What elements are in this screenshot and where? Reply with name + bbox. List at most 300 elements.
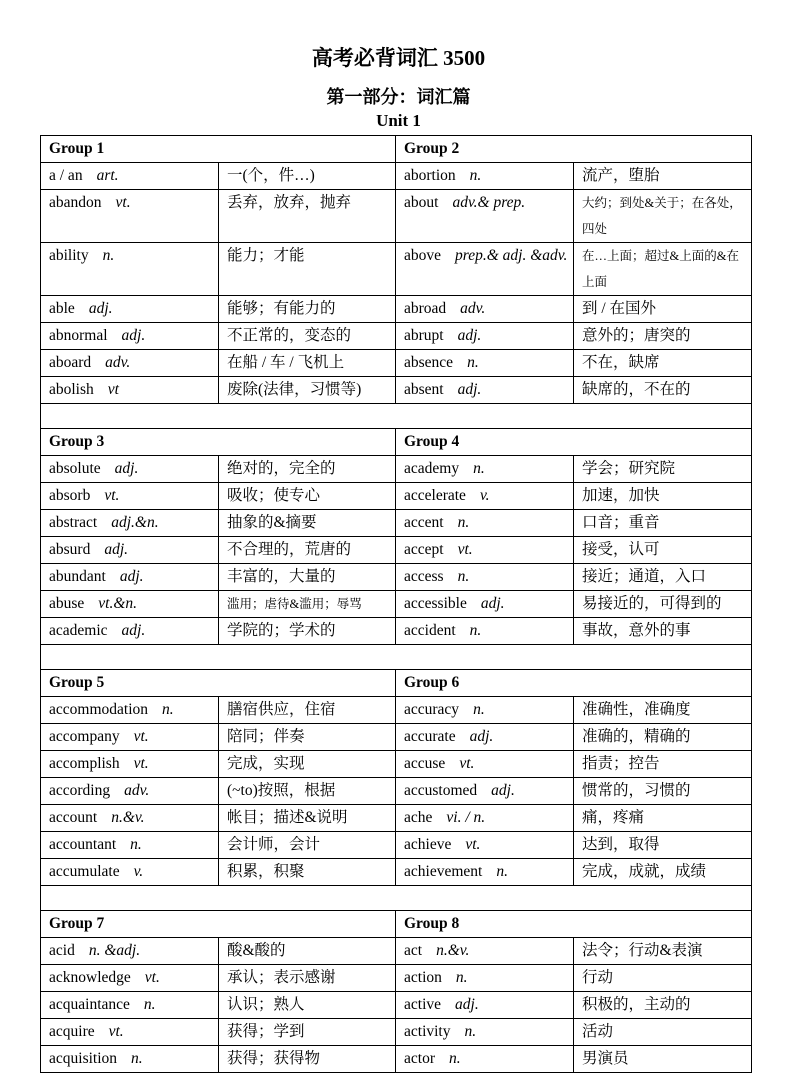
part-of-speech: adj. — [119, 568, 144, 585]
right-meaning-cell — [574, 564, 752, 591]
headword: accept — [404, 541, 444, 558]
left-word-cell — [41, 483, 219, 510]
left-word-cell — [41, 1046, 219, 1073]
right-word-cell — [396, 992, 574, 1019]
headword: abuse — [49, 595, 85, 612]
group-title-right: Group 6 — [396, 670, 752, 697]
right-meaning-cell — [574, 377, 752, 404]
meaning: 陪同；伴奏 — [227, 728, 305, 745]
document-title: 高考必背词汇 3500 — [311, 46, 486, 70]
part-of-speech: prep.& adj. &adv. — [455, 247, 568, 264]
right-word-cell — [396, 938, 574, 965]
headword: abnormal — [49, 327, 108, 344]
separator-cell — [41, 404, 752, 429]
right-meaning-cell — [574, 1046, 752, 1073]
left-word-cell — [41, 163, 219, 190]
meaning: 口音；重音 — [582, 514, 660, 531]
right-meaning-cell — [574, 859, 752, 886]
headword: abstract — [49, 514, 98, 531]
right-word-cell — [396, 564, 574, 591]
meaning: 能力；才能 — [227, 247, 305, 264]
right-word-cell — [396, 778, 574, 805]
right-word-cell — [396, 510, 574, 537]
right-meaning-cell — [574, 724, 752, 751]
headword: abandon — [49, 194, 102, 211]
left-word-cell — [41, 456, 219, 483]
right-meaning-cell — [574, 938, 752, 965]
meaning: 抽象的&摘要 — [227, 514, 317, 531]
vocab-row — [41, 992, 752, 1019]
group-title-right: Group 4 — [396, 429, 752, 456]
left-word-cell — [41, 751, 219, 778]
headword: absent — [404, 381, 444, 398]
left-word-cell — [41, 377, 219, 404]
part-of-speech: n. — [102, 247, 115, 264]
section-heading: 第一部分：词汇篇 — [326, 87, 471, 107]
headword: accident — [404, 622, 456, 639]
right-word-cell — [396, 163, 574, 190]
meaning: 在船 / 车 / 飞机上 — [227, 354, 345, 371]
right-meaning-cell — [574, 243, 752, 296]
headword: access — [404, 568, 444, 585]
vocab-row — [41, 618, 752, 645]
part-of-speech: n. — [143, 996, 156, 1013]
vocab-row — [41, 778, 752, 805]
left-meaning-cell — [219, 456, 396, 483]
headword: absurd — [49, 541, 91, 558]
vocab-row — [41, 537, 752, 564]
right-meaning-cell — [574, 778, 752, 805]
separator-cell — [41, 886, 752, 911]
block-separator-row — [41, 645, 752, 670]
group-title-left: Group 7 — [41, 911, 396, 938]
meaning: 承认；表示感谢 — [227, 969, 336, 986]
right-meaning-cell — [574, 751, 752, 778]
left-meaning-cell — [219, 751, 396, 778]
meaning: 活动 — [582, 1023, 614, 1040]
headword: activity — [404, 1023, 451, 1040]
meaning: 准确性，准确度 — [582, 701, 691, 718]
headword: accessible — [404, 595, 467, 612]
part-of-speech: adj. — [457, 327, 482, 344]
right-meaning-cell — [574, 483, 752, 510]
headword: account — [49, 809, 98, 826]
vocab-row — [41, 697, 752, 724]
part-of-speech: n. — [464, 1023, 477, 1040]
right-word-cell — [396, 724, 574, 751]
part-of-speech: adj. — [469, 728, 494, 745]
meaning: 完成，实现 — [227, 755, 305, 772]
right-meaning-cell — [574, 992, 752, 1019]
part-of-speech: adj. — [480, 595, 505, 612]
part-of-speech: n. &adj. — [88, 942, 141, 959]
meaning: 男演员 — [582, 1050, 629, 1067]
left-meaning-cell — [219, 537, 396, 564]
meaning: 接近；通道，入口 — [582, 568, 707, 585]
left-meaning-cell — [219, 510, 396, 537]
part-of-speech: vt. — [457, 541, 473, 558]
part-of-speech: vi. / n. — [446, 809, 486, 826]
vocab-row — [41, 805, 752, 832]
left-word-cell — [41, 724, 219, 751]
headword: accuse — [404, 755, 446, 772]
left-word-cell — [41, 190, 219, 243]
left-meaning-cell — [219, 350, 396, 377]
group-header-row — [41, 911, 752, 938]
vocab-row — [41, 323, 752, 350]
headword: acquire — [49, 1023, 95, 1040]
vocab-row — [41, 350, 752, 377]
meaning: 在…上面；超过&上面的&在上面 — [582, 249, 739, 289]
meaning: 丢弃，放弃，抛弃 — [227, 194, 352, 211]
meaning: 能够；有能力的 — [227, 300, 336, 317]
meaning: 加速，加快 — [582, 487, 660, 504]
headword: accompany — [49, 728, 120, 745]
headword: absolute — [49, 460, 101, 477]
part-of-speech: v. — [479, 487, 490, 504]
part-of-speech: adj. — [121, 327, 146, 344]
left-meaning-cell — [219, 591, 396, 618]
right-meaning-cell — [574, 350, 752, 377]
part-of-speech: n. — [473, 701, 485, 718]
left-meaning-cell — [219, 992, 396, 1019]
vocab-row — [41, 1046, 752, 1073]
group-header-row — [41, 670, 752, 697]
meaning: (~to)按照，根据 — [227, 782, 336, 799]
meaning: 接受，认可 — [582, 541, 660, 558]
part-of-speech: adj.&n. — [111, 514, 159, 531]
part-of-speech: n. — [467, 354, 479, 371]
left-word-cell — [41, 805, 219, 832]
part-of-speech: v. — [133, 863, 144, 880]
headword: action — [404, 969, 442, 986]
vocab-row — [41, 190, 752, 243]
left-word-cell — [41, 1019, 219, 1046]
headword: abortion — [404, 167, 456, 184]
vocab-row — [41, 163, 752, 190]
headword: able — [49, 300, 75, 317]
meaning: 痛，疼痛 — [582, 809, 645, 826]
part-of-speech: vt. — [133, 755, 149, 772]
headword: abundant — [49, 568, 106, 585]
meaning: 积极的，主动的 — [582, 996, 691, 1013]
right-meaning-cell — [574, 697, 752, 724]
vocab-row — [41, 243, 752, 296]
right-meaning-cell — [574, 618, 752, 645]
right-word-cell — [396, 805, 574, 832]
meaning: 丰富的，大量的 — [227, 568, 336, 585]
part-of-speech: adj. — [491, 782, 515, 799]
vocab-row — [41, 296, 752, 323]
group-title-left: Group 1 — [41, 136, 396, 163]
headword: academy — [404, 460, 460, 477]
meaning: 绝对的，完全的 — [227, 460, 336, 477]
part-of-speech: adj. — [121, 622, 146, 639]
part-of-speech: n. — [457, 568, 470, 585]
meaning: 易接近的，可得到的 — [582, 595, 722, 612]
headword: accomplish — [49, 755, 120, 772]
right-word-cell — [396, 323, 574, 350]
left-meaning-cell — [219, 190, 396, 243]
vocab-row — [41, 724, 752, 751]
vocab-row — [41, 564, 752, 591]
right-meaning-cell — [574, 805, 752, 832]
headword: accent — [404, 514, 444, 531]
part-of-speech: adv. — [105, 354, 131, 371]
vocab-row — [41, 938, 752, 965]
vocab-row — [41, 456, 752, 483]
left-word-cell — [41, 243, 219, 296]
part-of-speech: vt. — [459, 755, 475, 772]
headword: ability — [49, 247, 89, 264]
part-of-speech: adj. — [114, 460, 139, 477]
left-word-cell — [41, 965, 219, 992]
headword: achieve — [404, 836, 452, 853]
headword: acquisition — [49, 1050, 118, 1067]
left-word-cell — [41, 537, 219, 564]
headword: a / an — [49, 167, 83, 184]
part-of-speech: adj. — [104, 541, 129, 558]
right-word-cell — [396, 456, 574, 483]
left-word-cell — [41, 618, 219, 645]
headword: about — [404, 194, 439, 211]
part-of-speech: vt. — [108, 1023, 124, 1040]
meaning: 大约；到处&关于；在各处，四处 — [582, 196, 742, 236]
meaning: 会计师，会计 — [227, 836, 321, 853]
left-meaning-cell — [219, 163, 396, 190]
part-of-speech: vt. — [144, 969, 160, 986]
part-of-speech: n. — [455, 969, 468, 986]
left-meaning-cell — [219, 323, 396, 350]
headword: accommodation — [49, 701, 148, 718]
meaning: 完成，成就，成绩 — [582, 863, 707, 880]
left-meaning-cell — [219, 778, 396, 805]
part-of-speech: n. — [130, 836, 142, 853]
right-word-cell — [396, 618, 574, 645]
right-meaning-cell — [574, 323, 752, 350]
part-of-speech: adj. — [455, 996, 479, 1013]
right-meaning-cell — [574, 163, 752, 190]
left-meaning-cell — [219, 564, 396, 591]
group-title-right: Group 8 — [396, 911, 752, 938]
meaning: 废除(法律，习惯等) — [227, 381, 362, 398]
meaning: 认识；熟人 — [227, 996, 305, 1013]
right-word-cell — [396, 537, 574, 564]
right-word-cell — [396, 190, 574, 243]
vocab-row — [41, 1019, 752, 1046]
vocabulary-table — [40, 135, 752, 1073]
vocab-row — [41, 591, 752, 618]
left-meaning-cell — [219, 724, 396, 751]
left-word-cell — [41, 992, 219, 1019]
left-meaning-cell — [219, 805, 396, 832]
meaning: 达到，取得 — [582, 836, 660, 853]
part-of-speech: vt. — [133, 728, 149, 745]
meaning: 不合理的，荒唐的 — [227, 541, 352, 558]
part-of-speech: n. — [469, 622, 482, 639]
right-word-cell — [396, 296, 574, 323]
headword: accuracy — [404, 701, 460, 718]
headword: abroad — [404, 300, 447, 317]
headword: ache — [404, 809, 433, 826]
right-meaning-cell — [574, 1019, 752, 1046]
group-title-left: Group 3 — [41, 429, 396, 456]
headword: according — [49, 782, 111, 799]
part-of-speech: n. — [448, 1050, 461, 1067]
headword: act — [404, 942, 423, 959]
meaning: 膳宿供应，住宿 — [227, 701, 336, 718]
part-of-speech: n.&v. — [111, 809, 145, 826]
meaning: 准确的，精确的 — [582, 728, 691, 745]
headword: accumulate — [49, 863, 120, 880]
left-meaning-cell — [219, 618, 396, 645]
right-meaning-cell — [574, 965, 752, 992]
meaning: 获得；获得物 — [227, 1050, 321, 1067]
unit-heading: Unit 1 — [376, 111, 421, 130]
meaning: 学院的；学术的 — [227, 622, 336, 639]
right-meaning-cell — [574, 591, 752, 618]
meaning: 指责；控告 — [582, 755, 660, 772]
right-word-cell — [396, 751, 574, 778]
headword: achievement — [404, 863, 483, 880]
headword: accountant — [49, 836, 117, 853]
left-meaning-cell — [219, 1019, 396, 1046]
vocab-row — [41, 510, 752, 537]
part-of-speech: vt. — [465, 836, 481, 853]
meaning: 一(个，件…) — [227, 167, 315, 184]
meaning: 不在，缺席 — [582, 354, 660, 371]
right-word-cell — [396, 350, 574, 377]
part-of-speech: adj. — [457, 381, 482, 398]
right-word-cell — [396, 377, 574, 404]
part-of-speech: vt. — [104, 487, 120, 504]
right-meaning-cell — [574, 537, 752, 564]
left-meaning-cell — [219, 938, 396, 965]
headword: acid — [49, 942, 75, 959]
meaning: 意外的；唐突的 — [582, 327, 691, 344]
block-separator-row — [41, 404, 752, 429]
part-of-speech: art. — [96, 167, 119, 184]
left-word-cell — [41, 697, 219, 724]
part-of-speech: n. — [162, 701, 174, 718]
right-word-cell — [396, 1019, 574, 1046]
part-of-speech: adv. — [460, 300, 486, 317]
part-of-speech: adj. — [88, 300, 113, 317]
part-of-speech: n. — [496, 863, 508, 880]
vocab-row — [41, 483, 752, 510]
left-meaning-cell — [219, 965, 396, 992]
meaning: 积累，积聚 — [227, 863, 305, 880]
right-word-cell — [396, 697, 574, 724]
meaning: 到 / 在国外 — [582, 300, 657, 317]
meaning: 不正常的，变态的 — [227, 327, 352, 344]
block-separator-row — [41, 886, 752, 911]
left-word-cell — [41, 510, 219, 537]
group-header-row — [41, 429, 752, 456]
part-of-speech: vt — [107, 381, 119, 398]
left-meaning-cell — [219, 697, 396, 724]
left-word-cell — [41, 323, 219, 350]
part-of-speech: n. — [469, 167, 482, 184]
meaning: 学会；研究院 — [582, 460, 676, 477]
left-word-cell — [41, 832, 219, 859]
part-of-speech: n. — [457, 514, 470, 531]
meaning: 惯常的，习惯的 — [582, 782, 691, 799]
left-meaning-cell — [219, 243, 396, 296]
headword: aboard — [49, 354, 92, 371]
right-meaning-cell — [574, 832, 752, 859]
right-word-cell — [396, 243, 574, 296]
headword: actor — [404, 1050, 435, 1067]
headword: accelerate — [404, 487, 466, 504]
meaning: 行动 — [582, 969, 614, 986]
right-meaning-cell — [574, 296, 752, 323]
meaning: 滥用；虐待&滥用；辱骂 — [227, 597, 362, 611]
left-meaning-cell — [219, 832, 396, 859]
group-header-row — [41, 136, 752, 163]
meaning: 帐目；描述&说明 — [227, 809, 348, 826]
headword: active — [404, 996, 442, 1013]
right-word-cell — [396, 591, 574, 618]
part-of-speech: vt.&n. — [98, 595, 138, 612]
part-of-speech: adv. — [124, 782, 150, 799]
part-of-speech: n.&v. — [436, 942, 470, 959]
meaning: 事故，意外的事 — [582, 622, 691, 639]
headword: acknowledge — [49, 969, 131, 986]
headword: accurate — [404, 728, 456, 745]
vocab-row — [41, 965, 752, 992]
left-meaning-cell — [219, 377, 396, 404]
headword: academic — [49, 622, 108, 639]
meaning: 吸收；使专心 — [227, 487, 321, 504]
headword: absence — [404, 354, 454, 371]
right-meaning-cell — [574, 456, 752, 483]
left-word-cell — [41, 778, 219, 805]
right-word-cell — [396, 1046, 574, 1073]
headword: acquaintance — [49, 996, 130, 1013]
right-meaning-cell — [574, 510, 752, 537]
meaning: 法令；行动&表演 — [582, 942, 703, 959]
meaning: 缺席的，不在的 — [582, 381, 691, 398]
vocab-row — [41, 859, 752, 886]
left-meaning-cell — [219, 1046, 396, 1073]
left-word-cell — [41, 296, 219, 323]
left-word-cell — [41, 591, 219, 618]
right-word-cell — [396, 832, 574, 859]
headword: abrupt — [404, 327, 444, 344]
vocab-row — [41, 377, 752, 404]
meaning: 获得；学到 — [227, 1023, 305, 1040]
part-of-speech: vt. — [115, 194, 131, 211]
meaning: 酸&酸的 — [227, 942, 286, 959]
part-of-speech: adv.& prep. — [452, 194, 526, 211]
left-word-cell — [41, 564, 219, 591]
headword: abolish — [49, 381, 94, 398]
left-meaning-cell — [219, 296, 396, 323]
right-word-cell — [396, 965, 574, 992]
part-of-speech: n. — [131, 1050, 143, 1067]
meaning: 流产，堕胎 — [582, 167, 660, 184]
headword: above — [404, 247, 442, 264]
headword: absorb — [49, 487, 91, 504]
group-title-left: Group 5 — [41, 670, 396, 697]
left-word-cell — [41, 859, 219, 886]
separator-cell — [41, 645, 752, 670]
group-title-right: Group 2 — [396, 136, 752, 163]
right-word-cell — [396, 483, 574, 510]
vocab-row — [41, 832, 752, 859]
left-word-cell — [41, 938, 219, 965]
